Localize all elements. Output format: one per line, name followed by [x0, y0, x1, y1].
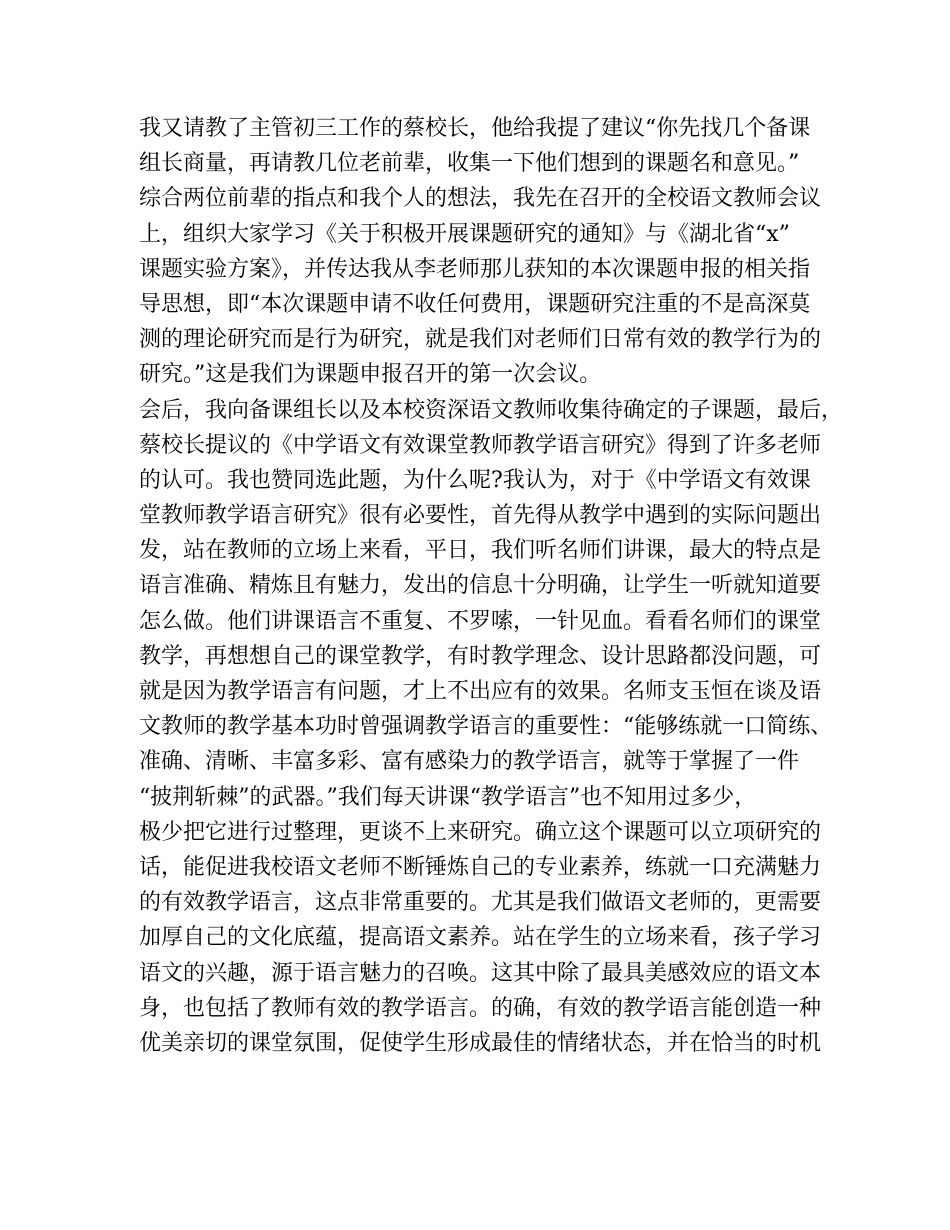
text-line: 教学，再想想自己的课堂教学，有时教学理念、设计思路都没问题，可 — [139, 643, 822, 669]
text-line: 课题实验方案》，并传达我从李老师那儿获知的本次课题申报的相关指 — [139, 256, 811, 282]
text-line: 我又请教了主管初三工作的蔡校长，他给我提了建议“你先找几个备课 — [139, 116, 811, 141]
text-line: 研究。”这是我们为课题申报召开的第一次会议。 — [139, 362, 602, 388]
text-line: 加厚自己的文化底蕴，提高语文素养。站在学生的立场来看，孩子学习 — [139, 925, 822, 951]
text-line: 的有效教学语言，这点非常重要的。尤其是我们做语文老师的，更需要 — [139, 890, 822, 916]
text-line: 极少把它进行过整理，更谈不上来研究。确立这个课题可以立项研究的 — [139, 819, 822, 845]
text-line: 堂教师教学语言研究》很有必要性，首先得从教学中遇到的实际问题出 — [139, 503, 822, 529]
text-line: 文教师的教学基本功时曾强调教学语言的重要性：“能够练就一口简练、 — [139, 714, 833, 740]
text-line: 导思想，即“本次课题申请不收任何费用，课题研究注重的不是高深莫 — [139, 291, 811, 317]
text-line: 会后，我向备课组长以及本校资深语文教师收集待确定的子课题，最后， — [139, 397, 844, 423]
text-line: 组长商量，再请教几位老前辈，收集一下他们想到的课题名和意见。” — [139, 151, 800, 177]
text-line: 语言准确、精炼且有魅力，发出的信息十分明确，让学生一听就知道要 — [139, 573, 822, 599]
text-line: 话，能促进我校语文老师不断锤炼自己的专业素养，练就一口充满魅力 — [139, 854, 822, 880]
text-line: 上，组织大家学习《关于积极开展课题研究的通知》与《湖北省“x” — [139, 221, 790, 247]
text-line: 身，也包括了教师有效的教学语言。的确，有效的教学语言能创造一种 — [139, 995, 822, 1021]
body-text — [139, 111, 844, 1061]
text-line: 蔡校长提议的《中学语文有效课堂教师教学语言研究》得到了许多老师 — [139, 432, 822, 458]
text-line: 发，站在教师的立场上来看，平日，我们听名师们讲课，最大的特点是 — [139, 538, 822, 564]
text-line: “披荆斩棘”的武器。”我们每天讲课“教学语言”也不知用过多少， — [139, 784, 757, 810]
text-line: 综合两位前辈的指点和我个人的想法，我先在召开的全校语文教师会议 — [139, 186, 822, 212]
text-line: 优美亲切的课堂氛围，促使学生形成最佳的情绪状态，并在恰当的时机 — [139, 1030, 822, 1056]
text-line: 语文的兴趣，源于语言魅力的召唤。这其中除了最具美感效应的语文本 — [139, 960, 822, 986]
text-line: 准确、清晰、丰富多彩、富有感染力的教学语言，就等于掌握了一件 — [139, 749, 800, 775]
text-line: 怎么做。他们讲课语言不重复、不罗嗦，一针见血。看看名师们的课堂 — [139, 608, 822, 634]
text-line: 测的理论研究而是行为研究，就是我们对老师们日常有效的教学行为的 — [139, 327, 822, 353]
text-line: 就是因为教学语言有问题，才上不出应有的效果。名师支玉恒在谈及语 — [139, 679, 822, 704]
text-line: 的认可。我也赞同选此题，为什么呢?我认为，对于《中学语文有效课 — [139, 467, 811, 493]
